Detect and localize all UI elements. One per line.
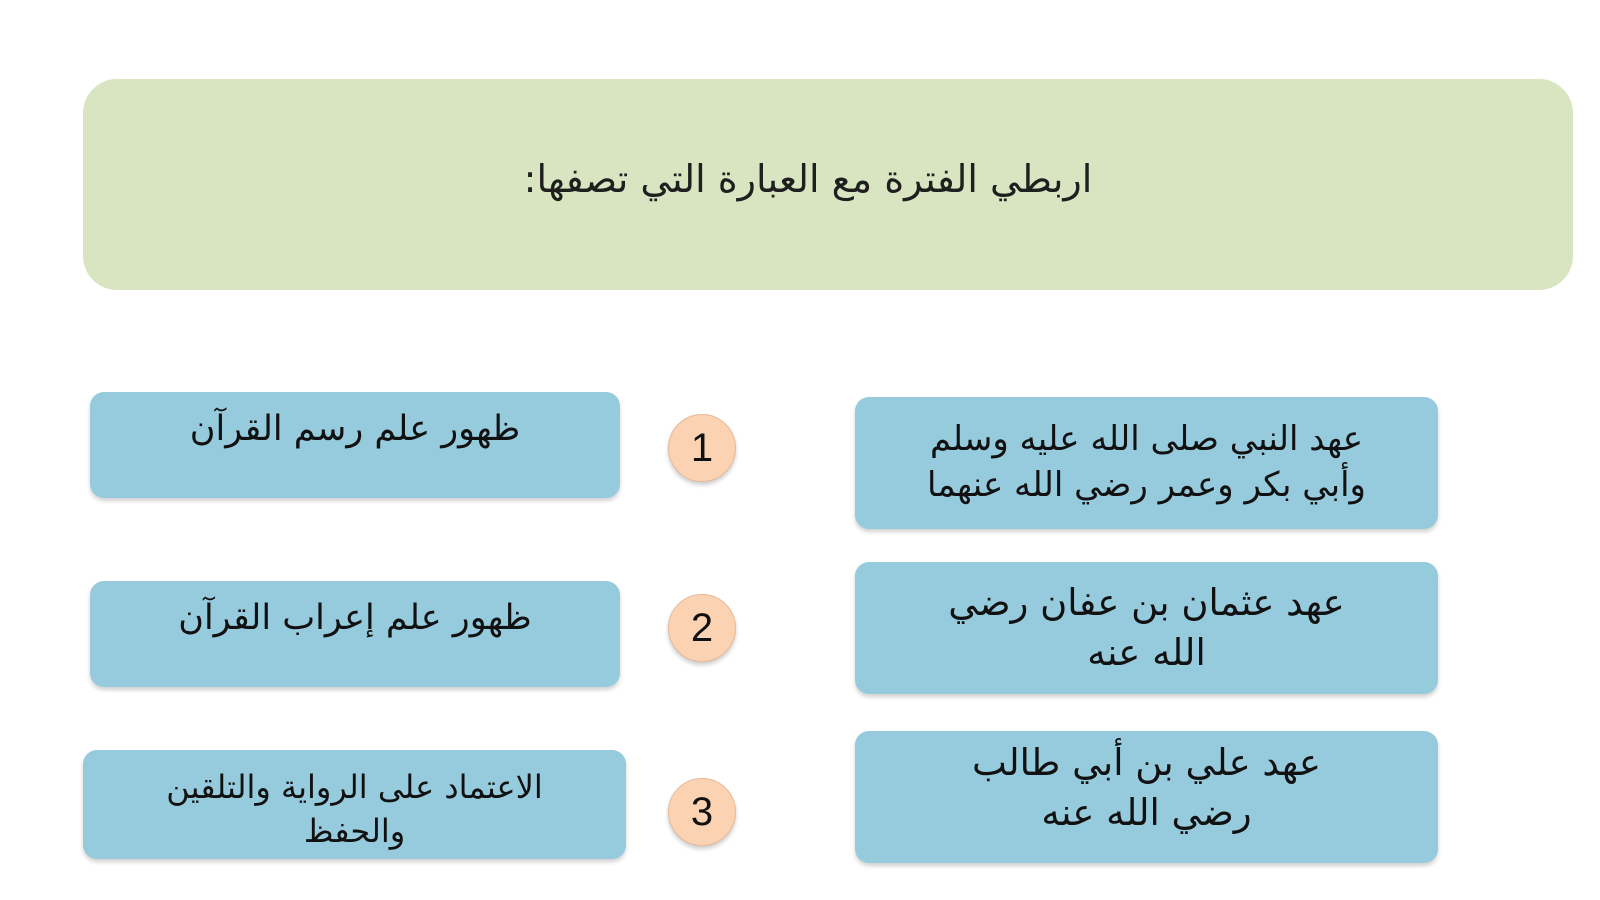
number-badge-1: 1	[668, 414, 736, 482]
description-text: ظهور علم رسم القرآن	[189, 409, 521, 450]
number-badge-3: 3	[668, 778, 736, 846]
period-text: عهد عثمان بن عفان رضي الله عنه	[948, 581, 1345, 674]
description-text: ظهور علم إعراب القرآن	[178, 598, 532, 639]
instruction-banner	[83, 79, 1573, 290]
period-card-1[interactable]	[855, 397, 1438, 529]
description-card-2[interactable]	[90, 581, 620, 687]
number-badge-2: 2	[668, 594, 736, 662]
description-card-3[interactable]	[83, 750, 626, 859]
instruction-title: اربطي الفترة مع العبارة التي تصفها:	[523, 156, 1093, 201]
period-card-3[interactable]	[855, 731, 1438, 863]
description-card-1[interactable]	[90, 392, 620, 498]
period-text: عهد علي بن أبي طالب رضي الله عنه	[972, 741, 1321, 834]
period-card-2[interactable]	[855, 562, 1438, 694]
description-text: الاعتماد على الرواية والتلقين والحفظ	[166, 768, 543, 850]
period-text: عهد النبي صلى الله عليه وسلم وأبي بكر وعمر رضي الله عنهما	[927, 419, 1366, 505]
